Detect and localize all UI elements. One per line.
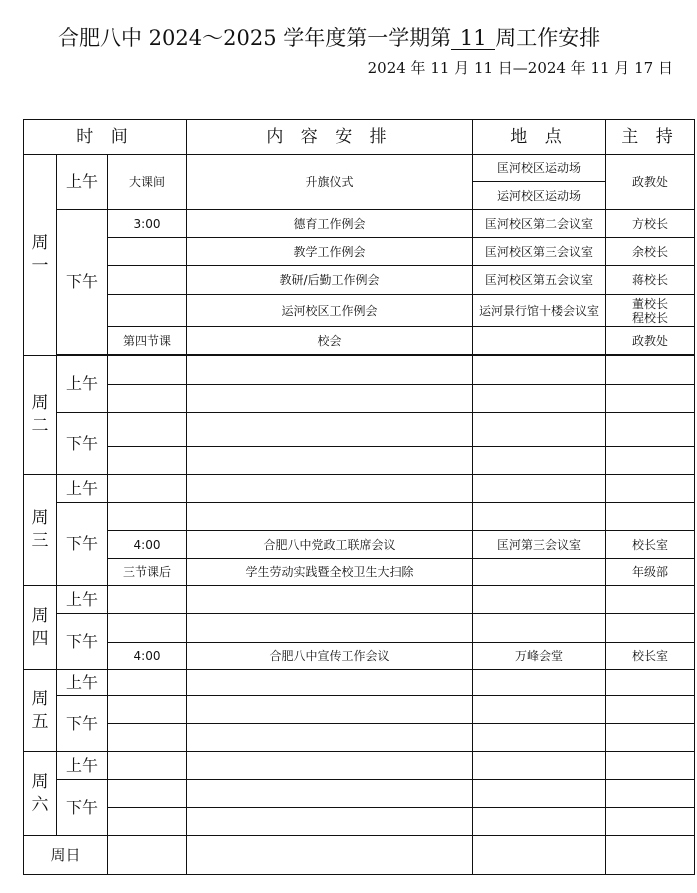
host-cell [606, 295, 695, 327]
host-cell: 年级部 [606, 559, 695, 586]
day-thursday: 周 四 [24, 586, 57, 670]
slot-cell [108, 238, 187, 266]
host-cell: 蒋校长 [606, 266, 695, 295]
location-cell: 匡河校区第三会议室 [473, 238, 606, 266]
location-cell: 匡河校区运动场 [473, 155, 606, 182]
table-row [24, 413, 695, 447]
table-row [24, 836, 695, 875]
host-line: 董校长 [631, 296, 668, 311]
period-pm: 下午 [57, 696, 108, 752]
period-am: 上午 [57, 475, 108, 503]
content-cell: 校会 [187, 327, 473, 355]
slot-cell: 3:00 [108, 210, 187, 238]
table-row [24, 531, 695, 559]
content-cell: 升旗仪式 [187, 155, 473, 210]
location-cell [473, 327, 606, 355]
slot-cell: 三节课后 [108, 559, 187, 586]
period-pm: 下午 [57, 210, 108, 355]
location-cell: 万峰会堂 [473, 643, 606, 670]
location-cell: 匡河校区第五会议室 [473, 266, 606, 295]
page-title [58, 22, 600, 52]
host-cell: 余校长 [606, 238, 695, 266]
day-friday: 周 五 [24, 670, 57, 752]
period-pm: 下午 [57, 503, 108, 586]
day-wednesday: 周 三 [24, 475, 57, 586]
period-am: 上午 [57, 670, 108, 696]
period-am: 上午 [57, 155, 108, 210]
slot-cell: 第四节课 [108, 327, 187, 355]
period-am: 上午 [57, 356, 108, 413]
title-suffix: 周工作安排 [495, 26, 601, 50]
table-row [24, 503, 695, 531]
table-row [24, 643, 695, 670]
host-line: 程校长 [631, 310, 668, 325]
content-cell: 德育工作例会 [187, 210, 473, 238]
content-cell: 合肥八中宣传工作会议 [187, 643, 473, 670]
content-cell: 教学工作例会 [187, 238, 473, 266]
table-row [24, 586, 695, 614]
slot-cell: 4:00 [108, 531, 187, 559]
slot-cell: 4:00 [108, 643, 187, 670]
slot-cell [108, 266, 187, 295]
schedule-table [23, 119, 695, 875]
content-cell: 教研/后勤工作例会 [187, 266, 473, 295]
host-cell: 方校长 [606, 210, 695, 238]
period-pm: 下午 [57, 780, 108, 836]
host-cell: 校长室 [606, 531, 695, 559]
col-host: 主 持 [606, 120, 695, 155]
period-pm: 下午 [57, 614, 108, 670]
table-row [24, 327, 695, 355]
location-cell: 匡河第三会议室 [473, 531, 606, 559]
period-am: 上午 [57, 752, 108, 780]
table-row [24, 295, 695, 327]
period-pm: 下午 [57, 413, 108, 475]
day-tuesday: 周 二 [24, 356, 57, 475]
content-cell: 运河校区工作例会 [187, 295, 473, 327]
date-range: 2024 年 11 月 11 日—2024 年 11 月 17 日 [367, 59, 673, 77]
slot-cell [108, 295, 187, 327]
table-row [24, 780, 695, 808]
table-row [24, 155, 695, 182]
header-row [24, 120, 695, 155]
table-row [24, 614, 695, 643]
day-saturday: 周 六 [24, 752, 57, 836]
col-location: 地 点 [473, 120, 606, 155]
day-monday: 周 一 [24, 155, 57, 356]
table-row [24, 356, 695, 385]
host-cell: 政教处 [606, 327, 695, 355]
location-cell: 运河校区运动场 [473, 182, 606, 210]
table-row [24, 210, 695, 238]
slot-cell: 大课间 [108, 155, 187, 210]
table-row [24, 238, 695, 266]
period-am: 上午 [57, 586, 108, 614]
week-number: 11 [451, 27, 495, 50]
content-cell: 学生劳动实践暨全校卫生大扫除 [187, 559, 473, 586]
table-row [24, 475, 695, 503]
col-time: 时 间 [24, 120, 187, 155]
table-row [24, 752, 695, 780]
location-cell: 匡河校区第二会议室 [473, 210, 606, 238]
location-cell [473, 559, 606, 586]
table-row [24, 696, 695, 724]
table-row [24, 670, 695, 696]
host-cell: 校长室 [606, 643, 695, 670]
title-prefix: 合肥八中 2024～2025 学年度第一学期第 [58, 26, 452, 50]
table-row [24, 559, 695, 586]
location-cell: 运河景行馆十楼会议室 [473, 295, 606, 327]
content-cell: 合肥八中党政工联席会议 [187, 531, 473, 559]
host-cell: 政教处 [606, 155, 695, 210]
table-row [24, 266, 695, 295]
col-content: 内 容 安 排 [187, 120, 473, 155]
day-sunday: 周日 [24, 836, 108, 875]
